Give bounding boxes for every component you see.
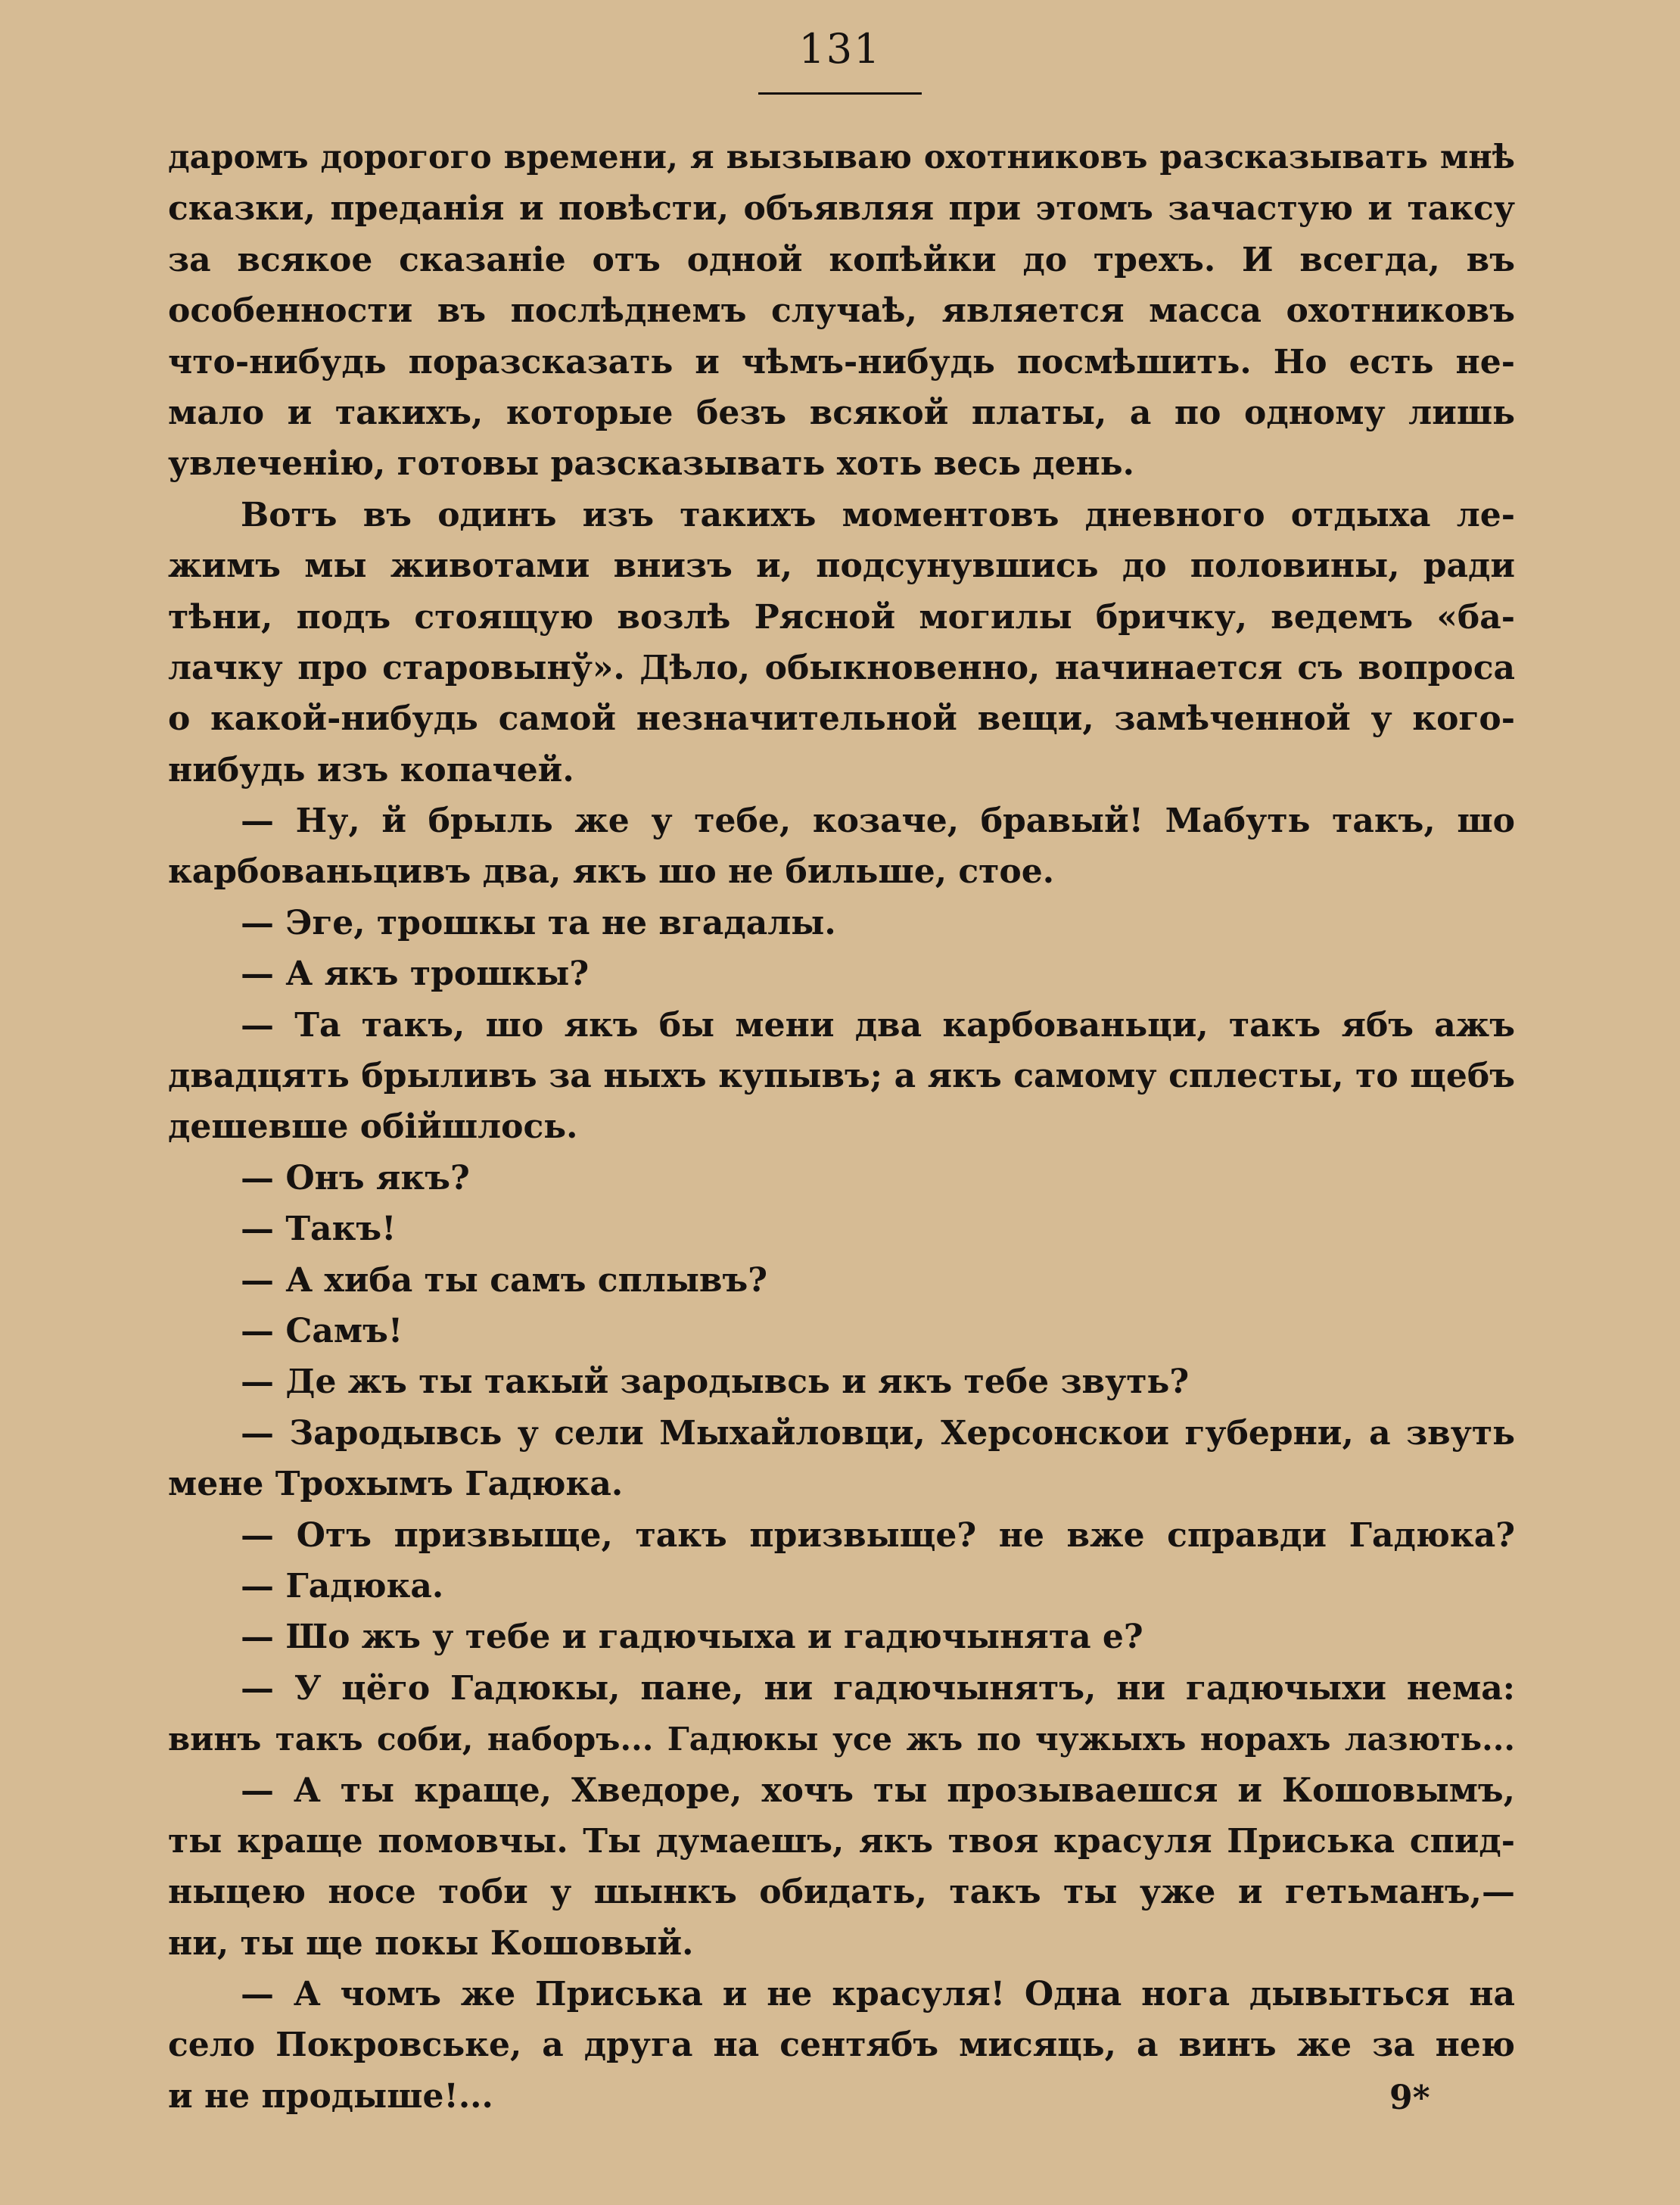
text-line: — А хиба ты самъ сплывъ?	[241, 1260, 768, 1300]
text-line: — Онъ якъ?	[241, 1158, 470, 1197]
text-line: сказки, преданія и повѣсти, объявляя при этомъ зачастую и таксу	[168, 189, 1515, 229]
text-line: карбованьцивъ два, якъ шо не бильше, стое.	[168, 852, 1055, 892]
text-line: особенности въ послѣднемъ случаѣ, является масса охотниковъ	[168, 291, 1515, 331]
text-line: — А ты краще, Хведоре, хочъ ты прозываешся и Кошовымъ,	[241, 1771, 1515, 1810]
text-line: — Гадюка.	[241, 1566, 444, 1605]
text-line: винъ такъ соби, наборъ... Гадюкы усе жъ по чужыхъ норахъ лазють...	[168, 1721, 1515, 1758]
text-line: даромъ дорогого времени, я вызываю охотниковъ разсказывать мнѣ	[168, 139, 1515, 176]
text-line: за всякое сказаніе отъ одной копѣйки до трехъ. И всегда, въ	[168, 240, 1515, 279]
text-line: — Шо жъ у тебе и гадючыха и гадючынята е?	[241, 1618, 1143, 1657]
signature-mark: 9*	[1389, 2079, 1430, 2117]
text-line: жимъ мы животами внизъ и, подсунувшись до половины, ради	[168, 547, 1515, 586]
text-line: — Такъ!	[241, 1210, 397, 1249]
text-line: и не продыше!...	[168, 2076, 493, 2116]
header-rule	[758, 92, 922, 95]
text-line: — Самъ!	[241, 1311, 403, 1350]
page-number: 131	[798, 25, 882, 73]
text-line: Вотъ въ одинъ изъ такихъ моментовъ дневного отдыха ле-	[241, 495, 1515, 534]
text-line: мене Трохымъ Гадюка.	[168, 1465, 624, 1504]
text-line: ни, ты ще покы Кошовый.	[168, 1923, 694, 1963]
text-line: ты краще помовчы. Ты думаешъ, якъ твоя красуля Приська спид-	[168, 1821, 1515, 1861]
text-line: — Эге, трошкы та не вгадалы.	[241, 903, 836, 942]
body-text	[168, 132, 1515, 2122]
text-line: — Та такъ, шо якъ бы мени два карбованьци, такъ ябъ ажъ	[241, 1005, 1515, 1045]
text-line: о какой-нибудь самой незначительной вещи, замѣченной у кого-	[168, 699, 1515, 739]
text-line: — Зародывсь у сели Мыхайловци, Херсонскои губерни, а звуть	[241, 1413, 1515, 1453]
text-line: мало и такихъ, которые безъ всякой платы, а по одному лишь	[168, 393, 1515, 432]
text-line: тѣни, подъ стоящую возлѣ Рясной могилы бричку, ведемъ «ба-	[168, 597, 1515, 637]
text-line: — А якъ трошкы?	[241, 955, 590, 994]
text-line: ныцею носе тоби у шынкъ обидать, такъ ты уже и гетьманъ,—	[168, 1873, 1515, 1912]
text-line: — Отъ призвыще, такъ призвыще? не вже справди Гадюка?	[241, 1515, 1515, 1555]
text-line: дешевше обійшлось.	[168, 1107, 578, 1147]
text-line: нибудь изъ копачей.	[168, 750, 574, 790]
text-line: — Ну, й брыль же у тебе, козаче, бравый! Мабуть такъ, шо	[241, 802, 1515, 841]
text-line: — У цёго Гадюкы, пане, ни гадючынятъ, ни гадючыхи нема:	[241, 1668, 1515, 1708]
text-line: что-нибудь поразсказать и чѣмъ-нибудь посмѣшить. Но есть не-	[168, 342, 1515, 382]
text-line: двадцять брыливъ за ныхъ купывъ; а якъ самому сплесты, то щебъ	[168, 1057, 1515, 1096]
text-line: село Покровське, а друга на сентябъ мисяць, а винъ же за нею	[168, 2026, 1515, 2065]
text-line: увлеченію, готовы разсказывать хоть весь день.	[168, 444, 1134, 484]
text-line: — Де жъ ты такый зародывсь и якъ тебе звуть?	[241, 1363, 1190, 1402]
text-line: лачку про старовынў». Дѣло, обыкновенно, начинается съ вопроса	[168, 648, 1515, 687]
text-line: — А чомъ же Приська и не красуля! Одна нога дывыться на	[241, 1975, 1515, 2014]
